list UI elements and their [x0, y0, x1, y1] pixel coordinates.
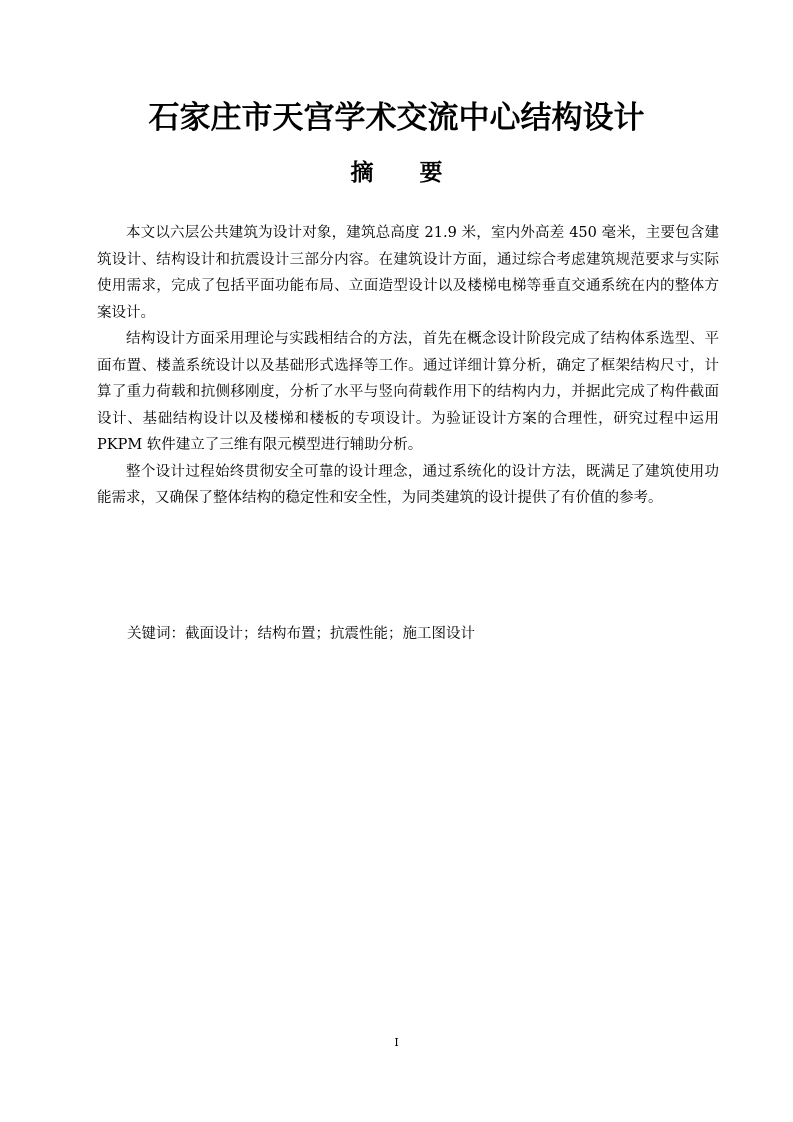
document-title: 石家庄市天宫学术交流中心结构设计: [148, 100, 645, 136]
abstract-paragraph-1: 本文以六层公共建筑为设计对象，建筑总高度 21.9 米，室内外高差 450 毫米，主要包含建筑设计、结构设计和抗震设计三部分内容。在建筑设计方面，通过综合考虑建筑规范要求与实际使用需求，完成了包括平面功能布局、立面造型设计以及楼梯电梯等垂直交通系统在内的整体方案设计。: [97, 225, 719, 321]
keywords-line: 关键词：截面设计；结构布置；抗震性能；施工图设计: [127, 626, 475, 642]
abstract-paragraph-3: 整个设计过程始终贯彻安全可靠的设计理念，通过系统化的设计方法，既满足了建筑使用功能需求，又确保了整体结构的稳定性和安全性，为同类建筑的设计提供了有价值的参考。: [97, 463, 719, 506]
abstract-body: [97, 220, 719, 512]
abstract-heading: 摘要: [350, 160, 489, 186]
page-number: I: [394, 1036, 399, 1049]
abstract-paragraph-2: 结构设计方面采用理论与实践相结合的方法，首先在概念设计阶段完成了结构体系选型、平面布置、楼盖系统设计以及基础形式选择等工作。通过详细计算分析，确定了框架结构尺寸，计算了重力荷载和抗侧移刚度，分析了水平与竖向荷载作用下的结构内力，并据此完成了构件截面设计、基础结构设计以及楼梯和楼板的专项设计。为验证设计方案的合理性，研究过程中运用 PKPM 软件建立了三维有限元模型进行辅助分析。: [97, 331, 719, 453]
